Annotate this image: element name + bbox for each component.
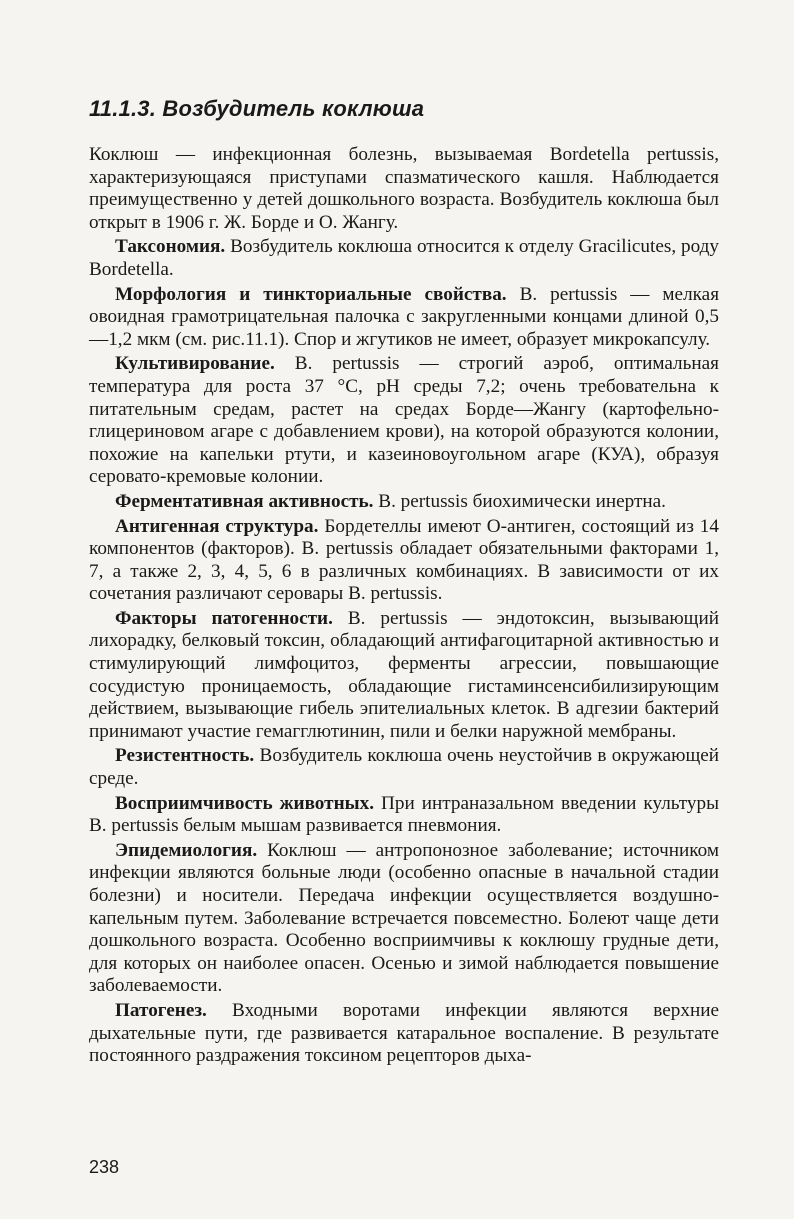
paragraph-term: Патогенез. (115, 999, 207, 1021)
paragraph-term: Ферментативная активность. (115, 490, 374, 512)
paragraph-term: Антигенная структура. (115, 515, 319, 537)
paragraph-text: Возбудитель коклюша очень неустойчив в окружающей среде. (89, 745, 719, 790)
paragraph-text: B. pertussis — строгий аэроб, оптимальная температура для роста 37 °С, рН среды 7,2; очень требовательна к питательным средам, растет на средах Борде—Жангу (картофельно-глицериновом агаре с добавлением крови), на которой образуются колонии, похожие на капельки ртути, и казеиновоугольном агаре (КУА), образуя серовато-кремовые колонии. (89, 353, 719, 488)
paragraph-resistance (89, 745, 719, 790)
paragraph-text: Коклюш — инфекционная болезнь, вызываемая Bordetella pertussis, характеризующаяся приступами спазматического кашля. Наблюдается преимущественно у детей дошкольного возраста. Возбудитель коклюша был открыт в 1906 г. Ж. Борде и О. Жангу. (89, 144, 719, 233)
paragraph-taxonomy (89, 236, 719, 281)
section-heading: 11.1.3. Возбудитель коклюша (89, 96, 425, 121)
paragraph-text: B. pertussis — эндотоксин, вызывающий лихорадку, белковый токсин, обладающий антифагоцитарной активностью и стимулирующий лимфоцитоз, ферменты агрессии, повышающие сосудистую проницаемость, обладающие гистаминсенсибилизирующим действием, вызывающие гибель эпителиальных клеток. В адгезии бактерий принимают участие гемагглютинин, пили и белки наружной мембраны. (89, 607, 719, 742)
paragraph-text: Коклюш — антропонозное заболевание; источником инфекции являются больные люди (особенно опасные в начальной стадии болезни) и носители. Передача инфекции осуществляется воздушно-капельным путем. Заболевание встречается повсеместно. Болеют чаще дети дошкольного возраста. Особенно восприимчивы к коклюшу грудные дети, для которых он наиболее опасен. Осенью и зимой наблюдается повышение заболеваемости. (89, 839, 719, 997)
paragraph-term: Морфология и тинкториальные свойства. (115, 283, 507, 305)
paragraph-term: Эпидемиология. (115, 839, 258, 861)
paragraph-text: B. pertussis биохимически инертна. (378, 490, 666, 512)
paragraph-text: B. pertussis — мелкая овоидная грамотрицательная палочка с закругленными концами длиной 0,5—1,2 мкм (см. рис.11.1). Спор и жгутиков не имеет, образует микрокапсулу. (89, 283, 720, 350)
paragraph-term: Резистентность. (115, 745, 255, 767)
paragraph-antigenic-structure (89, 516, 719, 606)
paragraph-morphology (89, 284, 719, 352)
paragraph-text: Возбудитель коклюша относится к отделу Gracilicutes, роду Bordetella. (89, 236, 720, 280)
paragraph-cultivation (89, 353, 719, 489)
paragraph-intro (89, 144, 719, 234)
paragraph-term: Таксономия. (115, 236, 226, 258)
paragraph-text: Входными воротами инфекции являются верхние дыхательные пути, где развивается катаральное воспаление. В результате постоянного раздражения токсином рецепторов дыха- (89, 999, 719, 1067)
paragraph-text: При интраназальном введении культуры B. pertussis белым мышам развивается пневмония. (89, 792, 720, 837)
paragraph-animal-susceptibility (89, 793, 719, 838)
paragraph-epidemiology (89, 840, 719, 998)
paragraph-term: Восприимчивость животных. (115, 792, 375, 814)
page-number: 238 (89, 1157, 120, 1177)
paragraph-term: Факторы патогенности. (115, 607, 333, 629)
paragraph-term: Культивирование. (115, 353, 275, 375)
paragraph-pathogenesis (89, 1000, 719, 1068)
body-text (89, 144, 719, 1070)
paragraph-pathogenicity-factors (89, 608, 719, 744)
paragraph-enzymatic-activity (89, 491, 719, 514)
paragraph-text: Бордетеллы имеют О-антиген, состоящий из 14 компонентов (факторов). B. pertussis обладает обязательными факторами 1, 7, а также 2, 3, 4, 5, 6 в различных комбинациях. В зависимости от их сочетания различают серовары B. pertussis. (89, 515, 719, 605)
